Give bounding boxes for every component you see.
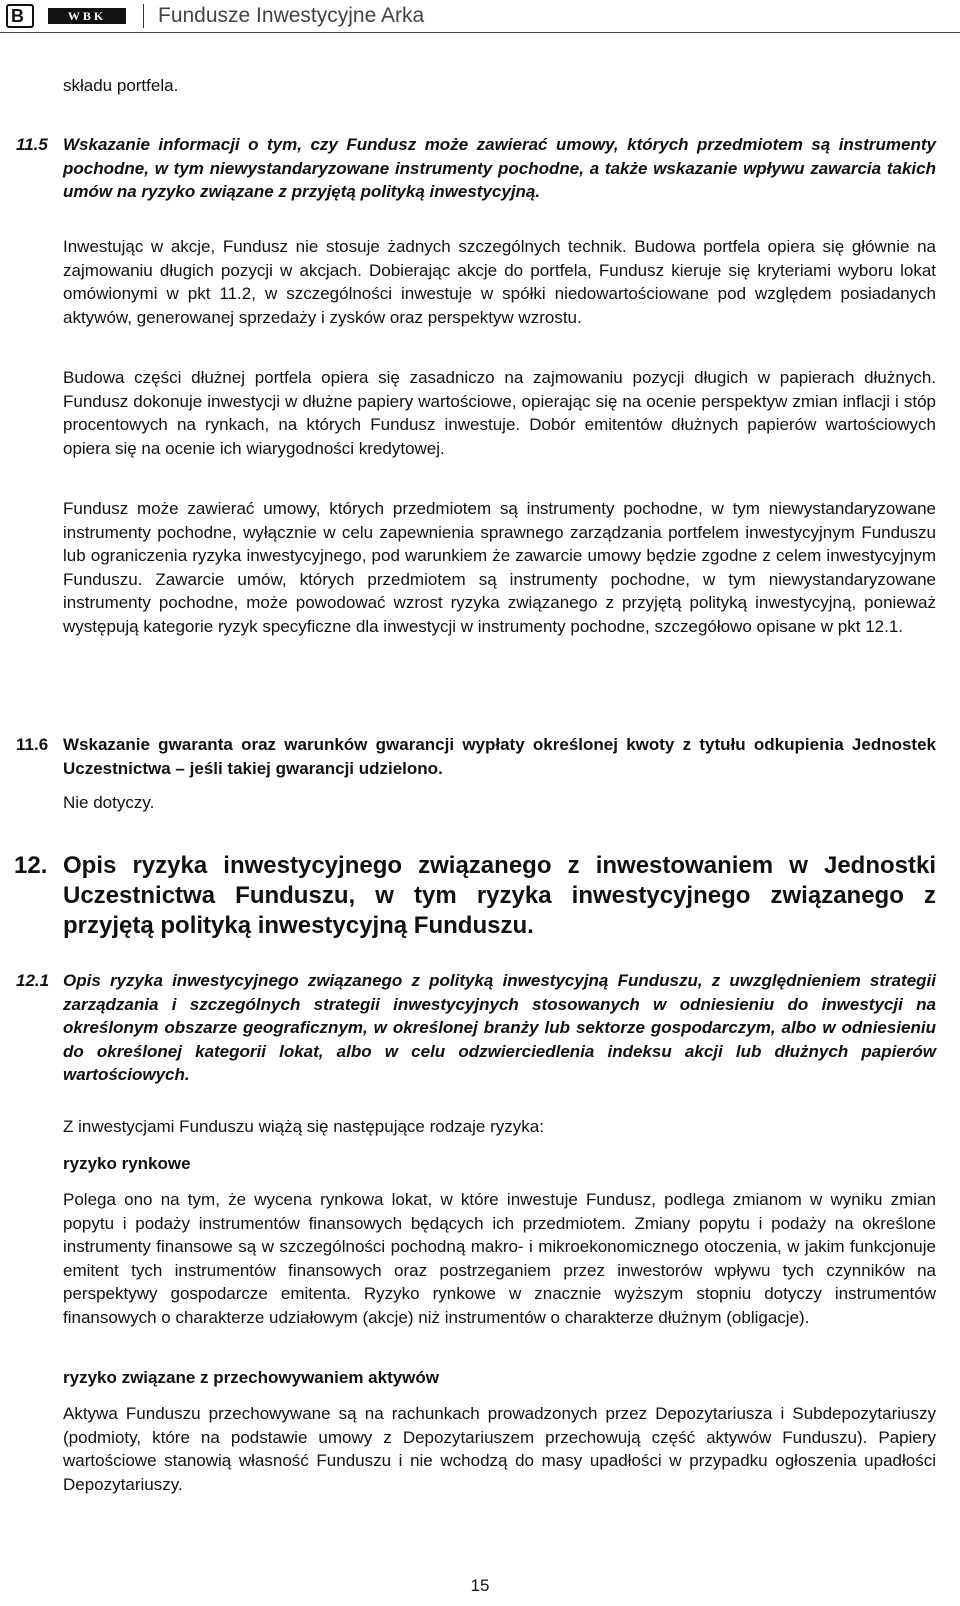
section-11-5-paragraph-1: Inwestując w akcje, Fundusz nie stosuje żadnych szczególnych technik. Budowa portfela opiera się głównie na zajmowaniu długich pozycji w akcjach. Dobierając akcje do portfela, Fundusz kieruje się kryteriami wyboru lokat omówionymi w pkt 11.2, w szczególności inwestuje w spółki niedowartościowane pod względem posiadanych aktywów, generowanej sprzedaży i zysków oraz perspektyw wzrostu. — [63, 237, 936, 327]
page-number: 15 — [470, 1576, 490, 1595]
subheading-market-risk: ryzyko rynkowe — [63, 1154, 191, 1173]
section-12-1-paragraph-1: Z inwestycjami Funduszu wiążą się następujące rodzaje ryzyka: — [63, 1117, 544, 1136]
logo-letter: B — [11, 6, 24, 26]
section-11-6-heading: Wskazanie gwaranta oraz warunków gwarancji wypłaty określonej kwoty z tytułu odkupienia Jednostek Uczestnictwa – jeśli takiej gwarancji udzielono. — [63, 735, 936, 778]
section-11-5-paragraph-3: Fundusz może zawierać umowy, których przedmiotem są instrumenty pochodne, w tym niewystandaryzowane instrumenty pochodne, wyłącznie w celu zapewnienia sprawnego zarządzania portfelem inwestycyjnym Funduszu lub ograniczenia ryzyka inwestycyjnego, pod warunkiem że zawarcie umowy będzie zgodne z celem inwestycyjnym Funduszu. Zawarcie umów, których przedmiotem są instrumenty pochodne, w tym niewystandaryzowane instrumenty pochodne, może powodować wzrost ryzyka związanego z przyjętą polityką inwestycyjną, ponieważ występują kategorie ryzyk specyficzne dla inwestycji w instrumenty pochodne, szczegółowo opisane w pkt 12.1. — [63, 499, 936, 636]
bank-logo-icon — [6, 4, 34, 28]
intro-text: składu portfela. — [63, 76, 179, 95]
section-12-1-heading: Opis ryzyka inwestycyjnego związanego z polityką inwestycyjną Funduszu, z uwzględnieniem strategii zarządzania i szczególnych strategii inwestycyjnych stosowanych w odniesieniu do inwestycji na określonym obszarze geograficznym, w określonej branży lub sektorze gospodarczym, albo w odniesieniu do określonej kategorii lokat, albo w celu odzwierciedlenia indeksu akcji lub dłużnych papierów wartościowych. — [63, 971, 936, 1084]
section-12-1-number: 12.1 — [16, 971, 50, 990]
page-header — [0, 0, 960, 32]
section-12-number: 12. — [14, 852, 48, 879]
section-11-6-number: 11.6 — [16, 735, 49, 754]
section-11-5-number: 11.5 — [16, 135, 48, 154]
section-11-5-paragraph-2: Budowa części dłużnej portfela opiera się zasadniczo na zajmowaniu pozycji długich w papierach dłużnych. Fundusz dokonuje inwestycji w dłużne papiery wartościowe, opierając się na ocenie perspektyw zmian inflacji i stóp procentowych na rynkach, na których Fundusz inwestuje. Dobór emitentów dłużnych papierów wartościowych opiera się na ocenie ich wiarygodności kredytowej. — [63, 368, 936, 458]
section-12-heading: Opis ryzyka inwestycyjnego związanego z inwestowaniem w Jednostki Uczestnictwa Funduszu, w tym ryzyka inwestycyjnego związanego z przyjętą polityką inwestycyjną Funduszu. — [63, 852, 936, 939]
header-divider — [143, 4, 144, 28]
section-12-1-paragraph-2: Polega ono na tym, że wycena rynkowa lokat, w które inwestuje Fundusz, podlega zmianom w wyniku zmian popytu i podaży instrumentów finansowych będących ich przedmiotem. Zmiany popytu i podaży na określone instrumenty finansowe są w szczególności pochodną makro- i mikroekonomicznego otoczenia, w jakim funkcjonuje emitent tych instrumentów finansowych oraz postrzeganiem przez inwestorów wpływu tych czynników na perspektywy gospodarcze emitenta. Ryzyko rynkowe w znacznie wyższym stopniu dotyczy instrumentów finansowych o charakterze udziałowym (akcje) niż instrumentów o charakterze dłużnym (obligacje). — [63, 1190, 936, 1327]
section-12-1-paragraph-3: Aktywa Funduszu przechowywane są na rachunkach prowadzonych przez Depozytariusza i Subdepozytariuszy (podmioty, które na podstawie umowy z Depozytariuszem przechowują część aktywów Funduszu). Papiery wartościowe stanowią własność Funduszu i nie wchodzą do masy upadłości w przypadku ogłoszenia upadłości Depozytariuszy. — [63, 1404, 936, 1494]
header-title: Fundusze Inwestycyjne Arka — [158, 4, 425, 27]
header-rule — [0, 32, 960, 33]
wbk-logo: WBK — [48, 8, 126, 24]
subheading-custody-risk: ryzyko związane z przechowywaniem aktywów — [63, 1368, 440, 1387]
section-11-5-heading: Wskazanie informacji o tym, czy Fundusz może zawierać umowy, których przedmiotem są instrumenty pochodne, w tym niewystandaryzowane instrumenty pochodne, a także wskazanie wpływu zawarcia takich umów na ryzyko związane z przyjętą polityką inwestycyjną. — [63, 135, 936, 201]
section-11-6-paragraph: Nie dotyczy. — [63, 793, 155, 812]
